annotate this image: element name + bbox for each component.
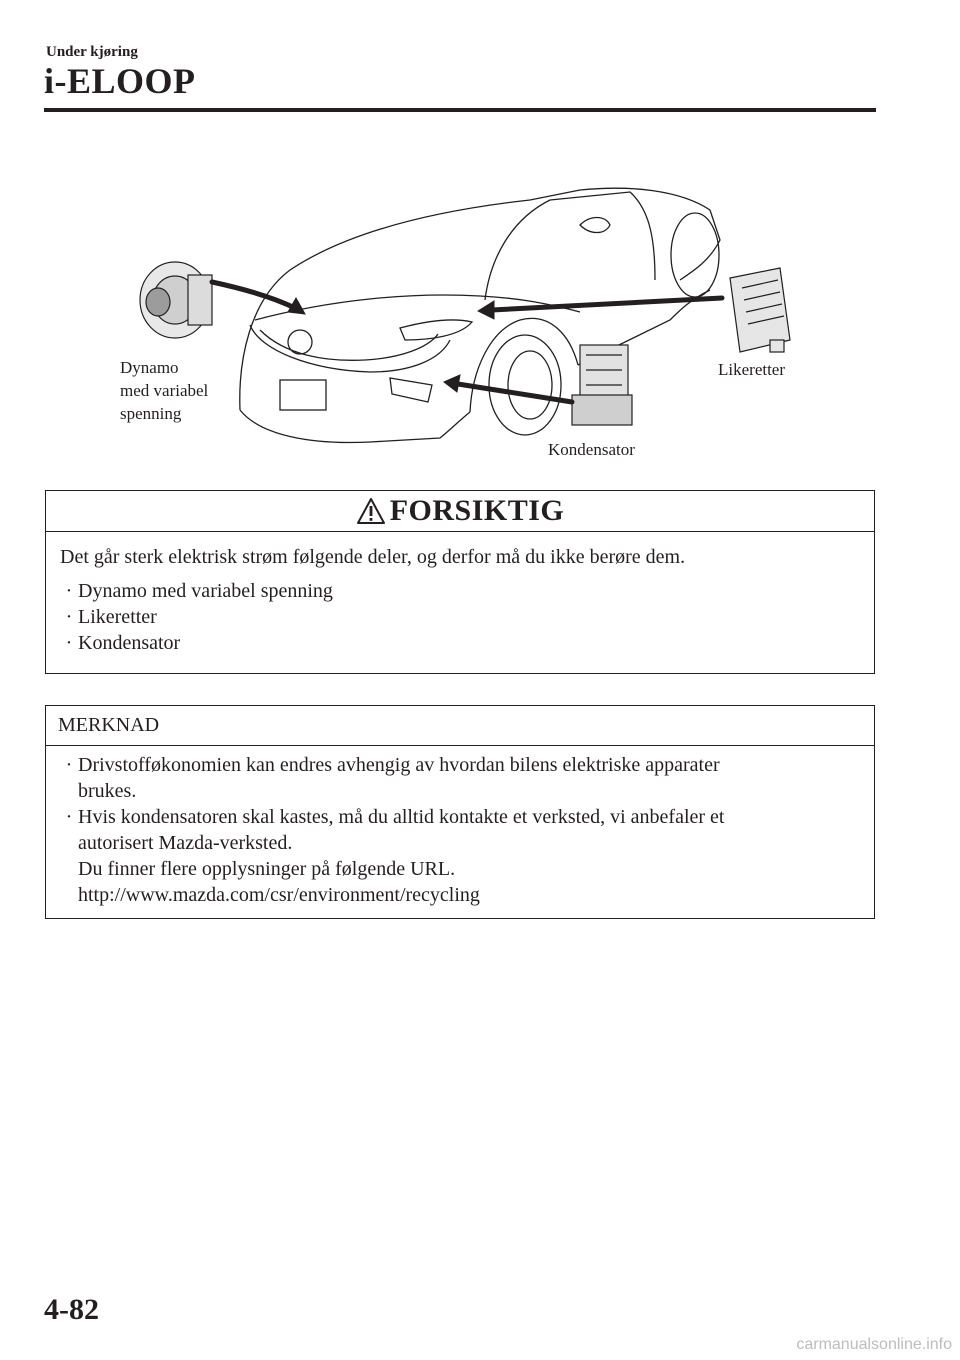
caution-item: · Likeretter <box>60 604 860 630</box>
note-item: · Hvis kondensatoren skal kastes, må du alltid kontakte et verksted, vi anbefaler et autorisert Mazda-verksted. Du finner flere opplysninger på følgende URL. http://www.mazda.com/csr/environment/recycling <box>60 804 860 908</box>
recycling-url: http://www.mazda.com/csr/environment/recycling <box>78 884 480 906</box>
car-drawing <box>110 180 830 470</box>
car-grille <box>250 325 450 372</box>
header-rule <box>44 108 876 112</box>
capacitor-arrow-head <box>444 375 460 392</box>
capacitor-component <box>572 345 632 425</box>
bullet-dot: · <box>65 580 73 602</box>
caution-body <box>46 532 874 656</box>
watermark: carmanualsonline.info <box>796 1336 952 1353</box>
car-window <box>550 192 655 280</box>
alternator-arrow <box>212 282 295 308</box>
car-components-illustration <box>110 180 830 470</box>
caution-box <box>45 490 875 674</box>
capacitor-label: Kondensator <box>548 440 635 459</box>
alternator-component <box>140 262 212 338</box>
car-foglight <box>390 378 432 402</box>
bullet-dot: · <box>65 606 73 628</box>
caution-item: · Kondensator <box>60 630 860 656</box>
car-mirror <box>580 218 610 233</box>
bullet-dot: · <box>65 754 73 776</box>
car-plate <box>280 380 326 410</box>
car-emblem <box>288 330 312 354</box>
warning-triangle-icon <box>356 497 386 525</box>
car-front-hub <box>508 351 552 419</box>
caution-item: · Dynamo med variabel spenning <box>60 578 860 604</box>
note-body <box>46 746 874 908</box>
note-item: · Drivstofføkonomien kan endres avhengig av hvordan bilens elektriske apparater brukes. <box>60 752 860 804</box>
car-rear-wheel <box>671 213 719 297</box>
chapter-title: i-ELOOP <box>44 61 196 101</box>
capacitor-arrow <box>458 384 572 402</box>
dynamo-label: Dynamo med variabel spenning <box>120 358 209 423</box>
page-number: 4-82 <box>44 1293 99 1326</box>
caution-title: FORSIKTIG <box>389 494 565 527</box>
car-front-wheel <box>489 335 561 435</box>
note-header: MERKNAD <box>46 706 874 746</box>
rectifier-label: Likeretter <box>718 360 786 379</box>
bullet-dot: · <box>65 806 73 828</box>
rectifier-arrow-head <box>478 301 494 319</box>
bullet-dot: · <box>65 632 73 654</box>
note-box <box>45 705 875 919</box>
car-a-pillar <box>485 200 550 300</box>
caution-intro: Det går sterk elektrisk strøm følgende deler, og derfor må du ikke berøre dem. <box>60 546 686 568</box>
car-bumper-line <box>240 410 470 443</box>
section-label: Under kjøring <box>46 44 138 60</box>
rectifier-component <box>730 268 790 352</box>
caution-header <box>46 491 874 532</box>
